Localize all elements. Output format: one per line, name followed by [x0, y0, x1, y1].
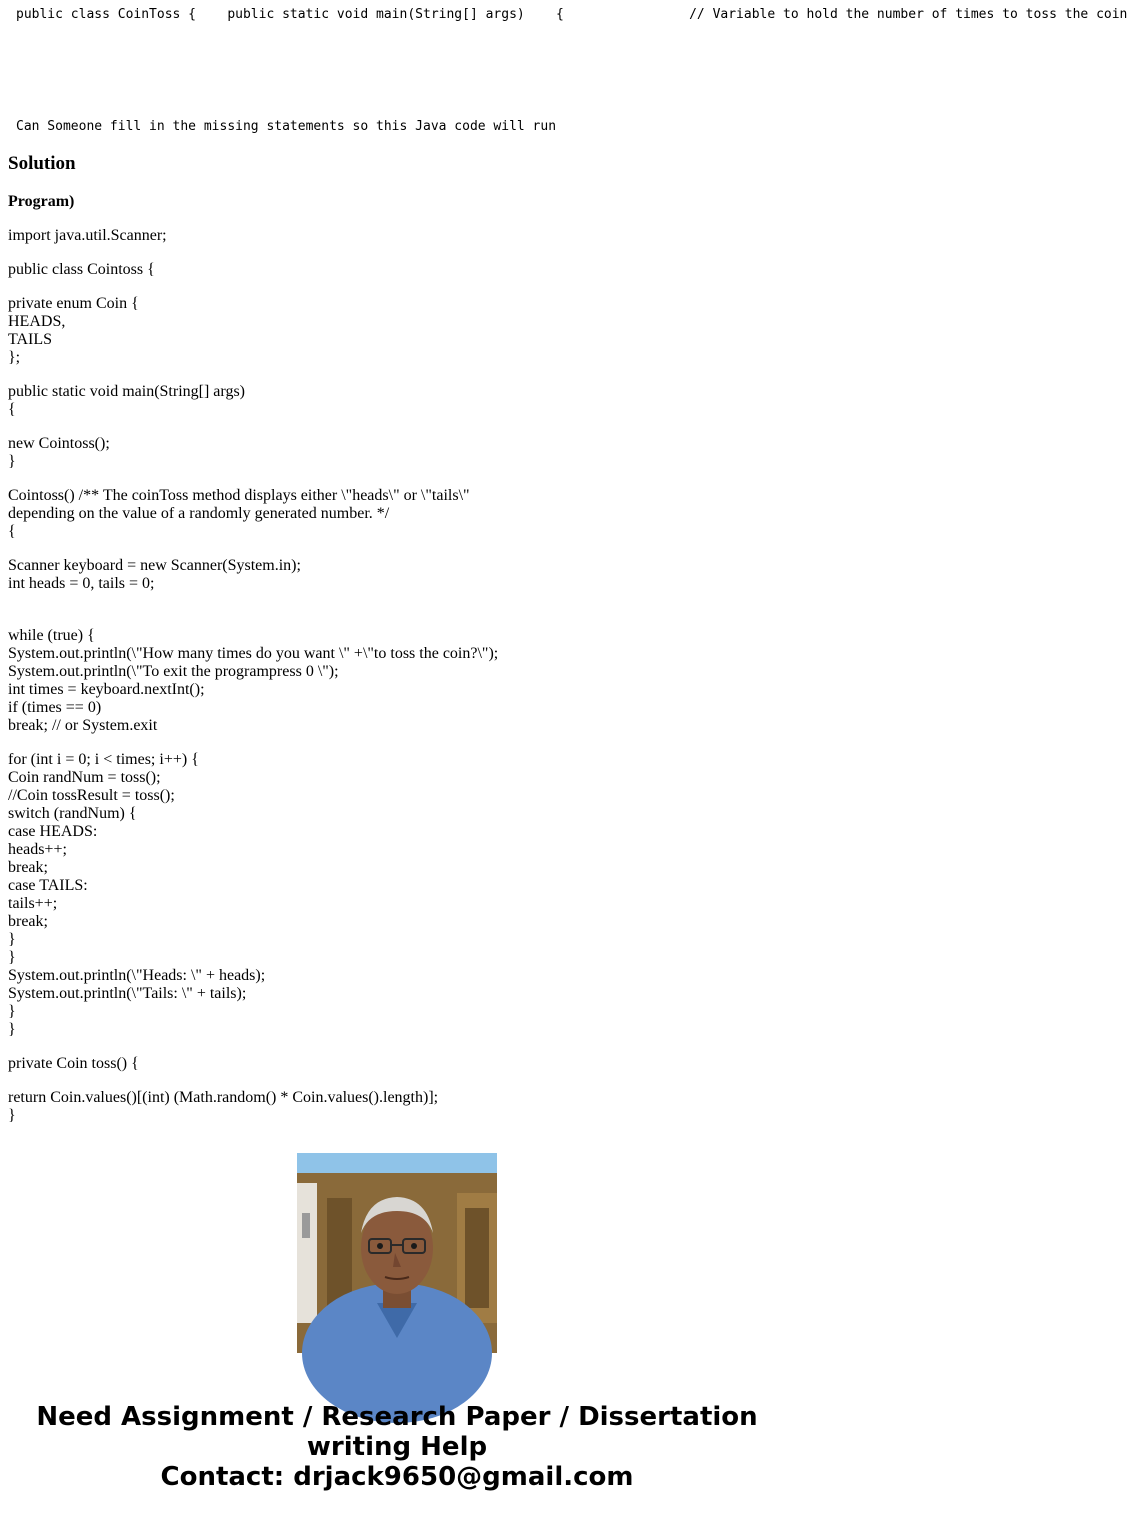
code-line: new Cointoss();: [8, 435, 110, 452]
code-line: {: [8, 401, 16, 418]
code-line: switch (randNum) {: [8, 805, 137, 822]
code-spacer: [8, 735, 788, 751]
code-spacer: [8, 419, 788, 435]
promo-line: Need Assignment / Research Paper / Dissertation: [36, 1402, 758, 1432]
solution-code: [8, 227, 788, 1125]
code-line: break;: [8, 859, 48, 876]
code-spacer: [8, 279, 788, 295]
code-line: System.out.println(\"To exit the programpress 0 \");: [8, 663, 339, 680]
author-avatar: [297, 1153, 497, 1353]
code-spacer: [8, 367, 788, 383]
code-line: if (times == 0): [8, 699, 102, 716]
code-line: import java.util.Scanner;: [8, 227, 167, 244]
code-line: private enum Coin {: [8, 295, 139, 312]
code-spacer: [8, 471, 788, 487]
code-line: //Coin tossResult = toss();: [8, 787, 175, 804]
code-line: HEADS,: [8, 313, 66, 330]
code-line: public static void main(String[] args): [8, 383, 245, 400]
code-line: {: [8, 523, 16, 540]
code-line: depending on the value of a randomly generated number. */: [8, 505, 390, 522]
code-line: tails++;: [8, 895, 58, 912]
code-line: heads++;: [8, 841, 67, 858]
code-line: case TAILS:: [8, 877, 88, 894]
code-spacer: [8, 541, 788, 557]
code-line: }: [8, 1021, 16, 1038]
promo-contact: Contact: drjack9650@gmail.com: [160, 1462, 634, 1492]
code-line: int heads = 0, tails = 0;: [8, 575, 155, 592]
code-line: Coin randNum = toss();: [8, 769, 161, 786]
person-photo-avatar-icon: [297, 1153, 497, 1353]
code-line: }: [8, 1107, 16, 1124]
code-line: }: [8, 931, 16, 948]
code-line: }: [8, 949, 16, 966]
question-text: [16, 0, 1127, 140]
code-line: }: [8, 453, 16, 470]
code-line: System.out.println(\"How many times do you want \" +\"to toss the coin?\");: [8, 645, 499, 662]
code-line: Scanner keyboard = new Scanner(System.in);: [8, 557, 301, 574]
code-line: while (true) {: [8, 627, 95, 644]
code-line: return Coin.values()[(int) (Math.random() * Coin.values().length)];: [8, 1089, 439, 1106]
question-prompt: Can Someone fill in the missing statements so this Java code will run: [16, 119, 557, 134]
program-label: Program): [8, 193, 75, 210]
promo-banner: [0, 1402, 794, 1492]
code-line: };: [8, 349, 21, 366]
code-spacer: [8, 245, 788, 261]
code-line: int times = keyboard.nextInt();: [8, 681, 205, 698]
code-line: break;: [8, 913, 48, 930]
code-line: public class Cointoss {: [8, 261, 155, 278]
code-spacer: [8, 1039, 788, 1055]
code-line: private Coin toss() {: [8, 1055, 139, 1072]
code-line: TAILS: [8, 331, 53, 348]
code-line: System.out.println(\"Heads: \" + heads);: [8, 967, 266, 984]
code-line: case HEADS:: [8, 823, 98, 840]
promo-line: writing Help: [306, 1432, 488, 1462]
solution-heading: Solution: [8, 153, 76, 174]
code-spacer: [8, 593, 788, 627]
code-line: Cointoss() /** The coinToss method displays either \"heads\" or \"tails\": [8, 487, 470, 504]
code-line: for (int i = 0; i < times; i++) {: [8, 751, 199, 768]
code-spacer: [8, 1073, 788, 1089]
code-line: System.out.println(\"Tails: \" + tails);: [8, 985, 247, 1002]
code-line: break; // or System.exit: [8, 717, 158, 734]
code-line: }: [8, 1003, 16, 1020]
question-code-line: public class CoinToss { public static void main(String[] args) { // Variable to hold the number of times to toss the coin: [16, 7, 1127, 22]
